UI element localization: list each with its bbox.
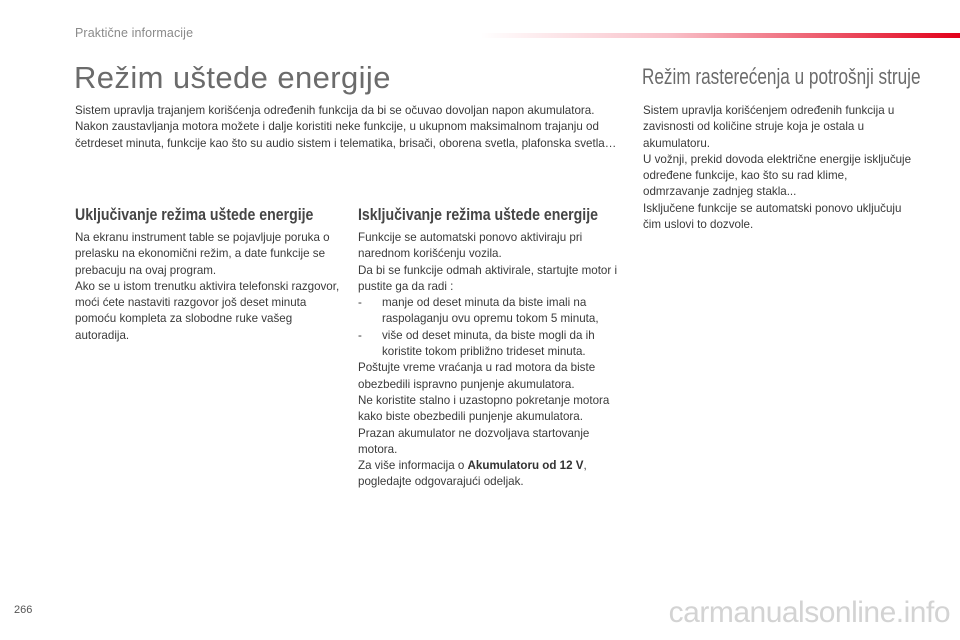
bullet-dash: - bbox=[358, 328, 362, 342]
activation-line: Na ekranu instrument table se pojavljuje poruka o prelasku na ekonomični režim, a date funkcije se prebacuju na ovaj program. bbox=[75, 231, 330, 277]
section-label: Praktične informacije bbox=[75, 26, 194, 40]
intro-line: Sistem upravlja trajanjem korišćenja određenih funkcija da bi se očuvao dovoljan napon akumulatora. bbox=[75, 104, 595, 117]
more-info-prefix: Za više informacija o bbox=[358, 459, 468, 473]
deactivation-line: pogledajte odgovarajući odeljak. bbox=[358, 475, 524, 489]
deactivation-line: Prazan akumulator ne dozvoljava startovanje motora. bbox=[358, 426, 590, 456]
activation-line: Ako se u istom trenutku aktivira telefonski razgovor, moći ćete nastaviti razgovor još deset minuta pomoću kompleta za slobodne ruke vašeg autoradija. bbox=[75, 279, 340, 342]
list-item bbox=[358, 328, 623, 361]
right-line: Sistem upravlja korišćenjem određenih funkcija u zavisnosti od količine struje koja je ostala u akumulatoru. bbox=[643, 104, 895, 150]
deactivation-line: Funkcije se automatski ponovo aktiviraju pri narednom korišćenju vozila. bbox=[358, 231, 583, 261]
page-number: 266 bbox=[14, 604, 33, 616]
battery-reference: Akumulatoru od 12 V bbox=[467, 459, 584, 473]
page-title: Režim uštede energije bbox=[74, 60, 391, 95]
deactivation-line: Ne koristite stalno i uzastopno pokretanje motora kako biste obezbedili punjenje akumulatora. bbox=[358, 393, 610, 424]
intro-paragraph bbox=[75, 103, 620, 152]
activation-text bbox=[75, 230, 340, 344]
deactivation-text bbox=[358, 230, 623, 491]
right-line: Isključene funkcije se automatski ponovo uključuju čim uslovi to dozvole. bbox=[643, 201, 902, 232]
watermark: carmanualsonline.info bbox=[668, 596, 950, 629]
right-line: U vožnji, prekid dovoda električne energije isključuje određene funkcije, kao što su rad klime, odmrzavanje zadnjeg stakla... bbox=[643, 152, 912, 199]
more-info-suffix: , bbox=[583, 459, 587, 473]
deactivation-line: Da bi se funkcije odmah aktivirale, startujte motor i pustite ga da radi : bbox=[358, 263, 618, 293]
deactivation-line bbox=[358, 458, 623, 474]
deactivation-heading: Isključivanje režima uštede energije bbox=[358, 205, 598, 224]
deactivation-line: Poštujte vreme vraćanja u rad motora da biste obezbedili ispravno punjenje akumulatora. bbox=[358, 361, 596, 391]
bullet-text: manje od deset minuta da biste imali na raspolaganju ovu opremu tokom 5 minuta, bbox=[382, 296, 599, 326]
right-text bbox=[643, 103, 913, 233]
bullet-dash: - bbox=[358, 296, 362, 310]
bullet-text: više od deset minuta, da biste mogli da ih koristite tokom približno trideset minuta. bbox=[382, 328, 595, 359]
header-red-rule bbox=[480, 33, 960, 38]
right-title: Režim rasterećenja u potrošnji struje bbox=[642, 64, 921, 89]
list-item bbox=[358, 295, 623, 328]
activation-heading: Uključivanje režima uštede energije bbox=[75, 205, 314, 224]
intro-line: Nakon zaustavljanja motora možete i dalje koristiti neke funkcije, u ukupnom maksimalnom trajanju od četrdeset minuta, funkcije kao što su audio sistem i telematika, brisači, oborena svetla, plafonska svetla… bbox=[75, 120, 617, 150]
